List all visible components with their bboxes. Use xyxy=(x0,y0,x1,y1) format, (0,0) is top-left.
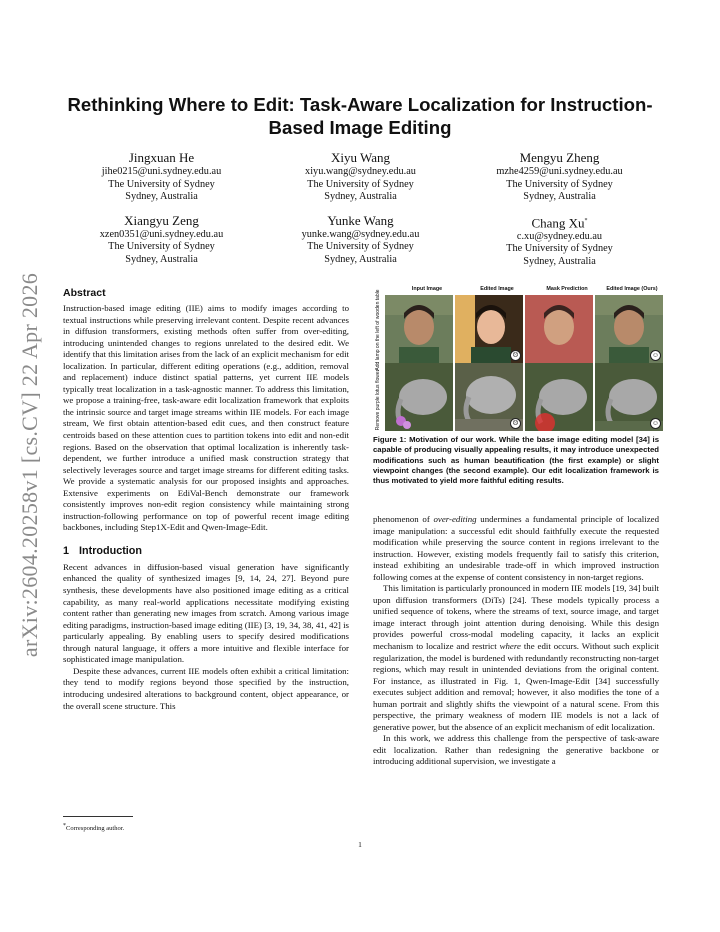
corresponding-mark: * xyxy=(584,217,588,224)
author-email: yunke.wang@sydney.edu.au xyxy=(301,228,420,240)
mask-prediction-portrait xyxy=(525,295,593,363)
author-location: Sydney, Australia xyxy=(324,191,397,202)
author-name: Yunke Wang xyxy=(327,212,394,228)
author-location: Sydney, Australia xyxy=(125,191,198,202)
abstract-text: Instruction-based image editing (IIE) aims to modify images according to textual instructions while preserving irrelevant content. Despite recent advances in diffusion transformers, existing methods often suffer from over-editing, introducing unintended changes to regions unrelated to the desired edit. We identify that this limitation arises from the lack of an explicit mechanism for edit localization. In particular, different editing operations (e.g., addition, removal and replacement) induce distinct spatial patterns, yet current IIE models typically treat localization in a task-agnostic manner. To address this limitation, we propose a training-free, task-aware edit localization framework that exploits the intrinsic source and target image streams within IIE models. For each image stream, We first obtain attention-based edit cues, and then construct feature centroids based on these attention cues to partition tokens into edit and non-edit regions. Based on the observation that optimal localization is inherently task-dependent, we further introduce a unified mask construction strategy that selectively leverages source and target image streams for different editing tasks. We provide a systematic analysis for our proposed insights and approaches. Extensive experiments on EdiVal-Bench demonstrate our framework consistently improves non-edit region consistency while maintaining strong instruction-following performance on top of powerful recent image editing backbones, including Step1X-Edit and Qwen-Image-Edit. xyxy=(63,303,349,533)
author xyxy=(62,213,261,269)
page-number: 1 xyxy=(358,840,362,849)
author-affiliation: The University of Sydney xyxy=(307,178,414,190)
arxiv-stamp: arXiv:2604.20258v1 [cs.CV] 22 Apr 2026 xyxy=(17,272,42,658)
column-header: Edited Image (Ours) xyxy=(606,286,658,292)
author-email: c.xu@sydney.edu.au xyxy=(516,230,603,242)
author-name: Xiangyu Zeng xyxy=(124,212,199,228)
author-affiliation: The University of Sydney xyxy=(307,241,414,252)
author xyxy=(261,150,460,204)
author-location: Sydney, Australia xyxy=(125,253,198,265)
author-affiliation: The University of Sydney xyxy=(108,178,215,190)
input-image-portrait xyxy=(385,295,453,363)
author-name: Jingxuan He xyxy=(128,150,195,165)
left-column xyxy=(63,287,349,712)
author-location: Sydney, Australia xyxy=(523,255,596,267)
abstract-heading: Abstract xyxy=(63,287,106,299)
author xyxy=(261,213,460,269)
edited-image-portrait xyxy=(455,295,523,363)
author-location: Sydney, Australia xyxy=(523,191,596,202)
footnote-rule xyxy=(63,816,133,817)
paragraph: In this work, we address this challenge from the perspective of task-aware edit localization. Rather than redesigning the generative backbone or introducing additional supervision, we investigate a xyxy=(373,733,659,767)
author-block xyxy=(62,150,659,268)
author-affiliation: The University of Sydney xyxy=(506,243,613,255)
paragraph: Recent advances in diffusion-based visual generation have significantly enhanced the quality of synthesized images [9, 14, 24, 27]. Beyond pure synthesis, these developments have also positioned image editing as a critical capability, as many real-world applications necessitate modifying existing content rather than generating new images from scratch. Among various image editing paradigms, instruction-based image editing (IIE) [3, 19, 34, 38, 41, 42] is particularly appealing. By enabling users to specify desired modifications through natural language, it offers a more intuitive and flexible interface for sophisticated image manipulation. xyxy=(63,561,349,665)
happy-face-icon: ☺ xyxy=(651,351,660,359)
section-number: 1 xyxy=(63,544,70,557)
author-name-text: Chang Xu xyxy=(531,214,585,230)
sad-face-icon: ☹ xyxy=(510,418,521,429)
author xyxy=(460,150,659,204)
ours-image-portrait xyxy=(595,295,663,363)
input-image-statue xyxy=(385,363,453,431)
paragraph: phenomenon of over-editing undermines a fundamental principle of localized image manipulation: a successful edit should faithfully execute the requested modification while preserving the source content in regions irrelevant to the instruction. However, existing models frequently fail to satisfy this criterion, instead exhibiting an undesirable trade-off in which improved instruction following comes at the expense of content consistency in non-target regions. xyxy=(373,514,659,582)
author-affiliation: The University of Sydney xyxy=(506,178,613,190)
column-header: Mask Prediction xyxy=(546,286,588,292)
paragraph: Despite these advances, current IIE models often exhibit a critical limitation: they tend to modify regions beyond those specified by the instruction, introducing undesired alterations to background content, object appearance, or the overall scene structure. This xyxy=(63,665,349,711)
edited-image-statue xyxy=(455,363,523,431)
author-name: Mengyu Zheng xyxy=(519,150,600,165)
author-name xyxy=(460,213,659,231)
author-location: Sydney, Australia xyxy=(324,253,397,265)
section-heading xyxy=(63,545,349,558)
paragraph: This limitation is particularly pronounced in modern IIE models [19, 34] built upon diffusion transformers (DiTs) [24]. These models typically process a unified sequence of tokens, where the streams of text, source image, and target image interact through joint attention during denoising. While this design provides powerful cross-modal modeling capacity, it lacks an explicit mechanism to localize and restrict where the edit occurs. Without such explicit regularization, the model is burdened with redundantly reconstructing non-target regions, which may result in unintended deviations from the original content. For instance, as illustrated in Fig. 1, Qwen-Image-Edit [34] successfully executes subject addition and removal; however, it also modifies the tone of a human portrait and slightly shifts the viewpoint of a natural scene. From this perspective, the primary weakness of modern IIE models is not a lack of generative power, but the absence of an explicit mechanism of edit localization. xyxy=(373,583,659,732)
row-instruction: Add lamp on the left of wooden table xyxy=(375,289,381,371)
paper-title: Rethinking Where to Edit: Task-Aware Localization for Instruction-Based Image Editing xyxy=(67,94,653,138)
section-title: Introduction xyxy=(79,544,142,557)
ours-image-statue xyxy=(595,363,663,431)
author xyxy=(62,150,261,204)
sad-face-icon: ☹ xyxy=(510,350,521,361)
happy-face-icon: ☺ xyxy=(651,419,660,427)
row-instruction: Remove purple lotus flower xyxy=(375,369,381,431)
column-header: Edited Image xyxy=(480,286,514,292)
mask-prediction-statue xyxy=(525,363,593,431)
author-email: xiyu.wang@sydney.edu.au xyxy=(305,166,416,177)
author-affiliation: The University of Sydney xyxy=(108,241,215,252)
figure-caption: Figure 1: Motivation of our work. While the base image editing model [34] is capable of producing visually appealing results, it may introduce unexpected modifications such as human beautification (the first example) or slight viewpoint changes (the second example). Our edit localization framework is thus motivated to yield more faithful editing results. xyxy=(373,435,659,486)
author-email: mzhe4259@uni.sydney.edu.au xyxy=(496,166,623,177)
right-column xyxy=(373,514,659,768)
author-email: jihe0215@uni.sydney.edu.au xyxy=(101,166,222,177)
author xyxy=(460,213,659,269)
author-name: Xiyu Wang xyxy=(330,150,390,165)
footnote: *Corresponding author. xyxy=(63,823,125,833)
column-header: Input Image xyxy=(411,286,443,292)
author-email: xzen0351@uni.sydney.edu.au xyxy=(99,228,224,240)
